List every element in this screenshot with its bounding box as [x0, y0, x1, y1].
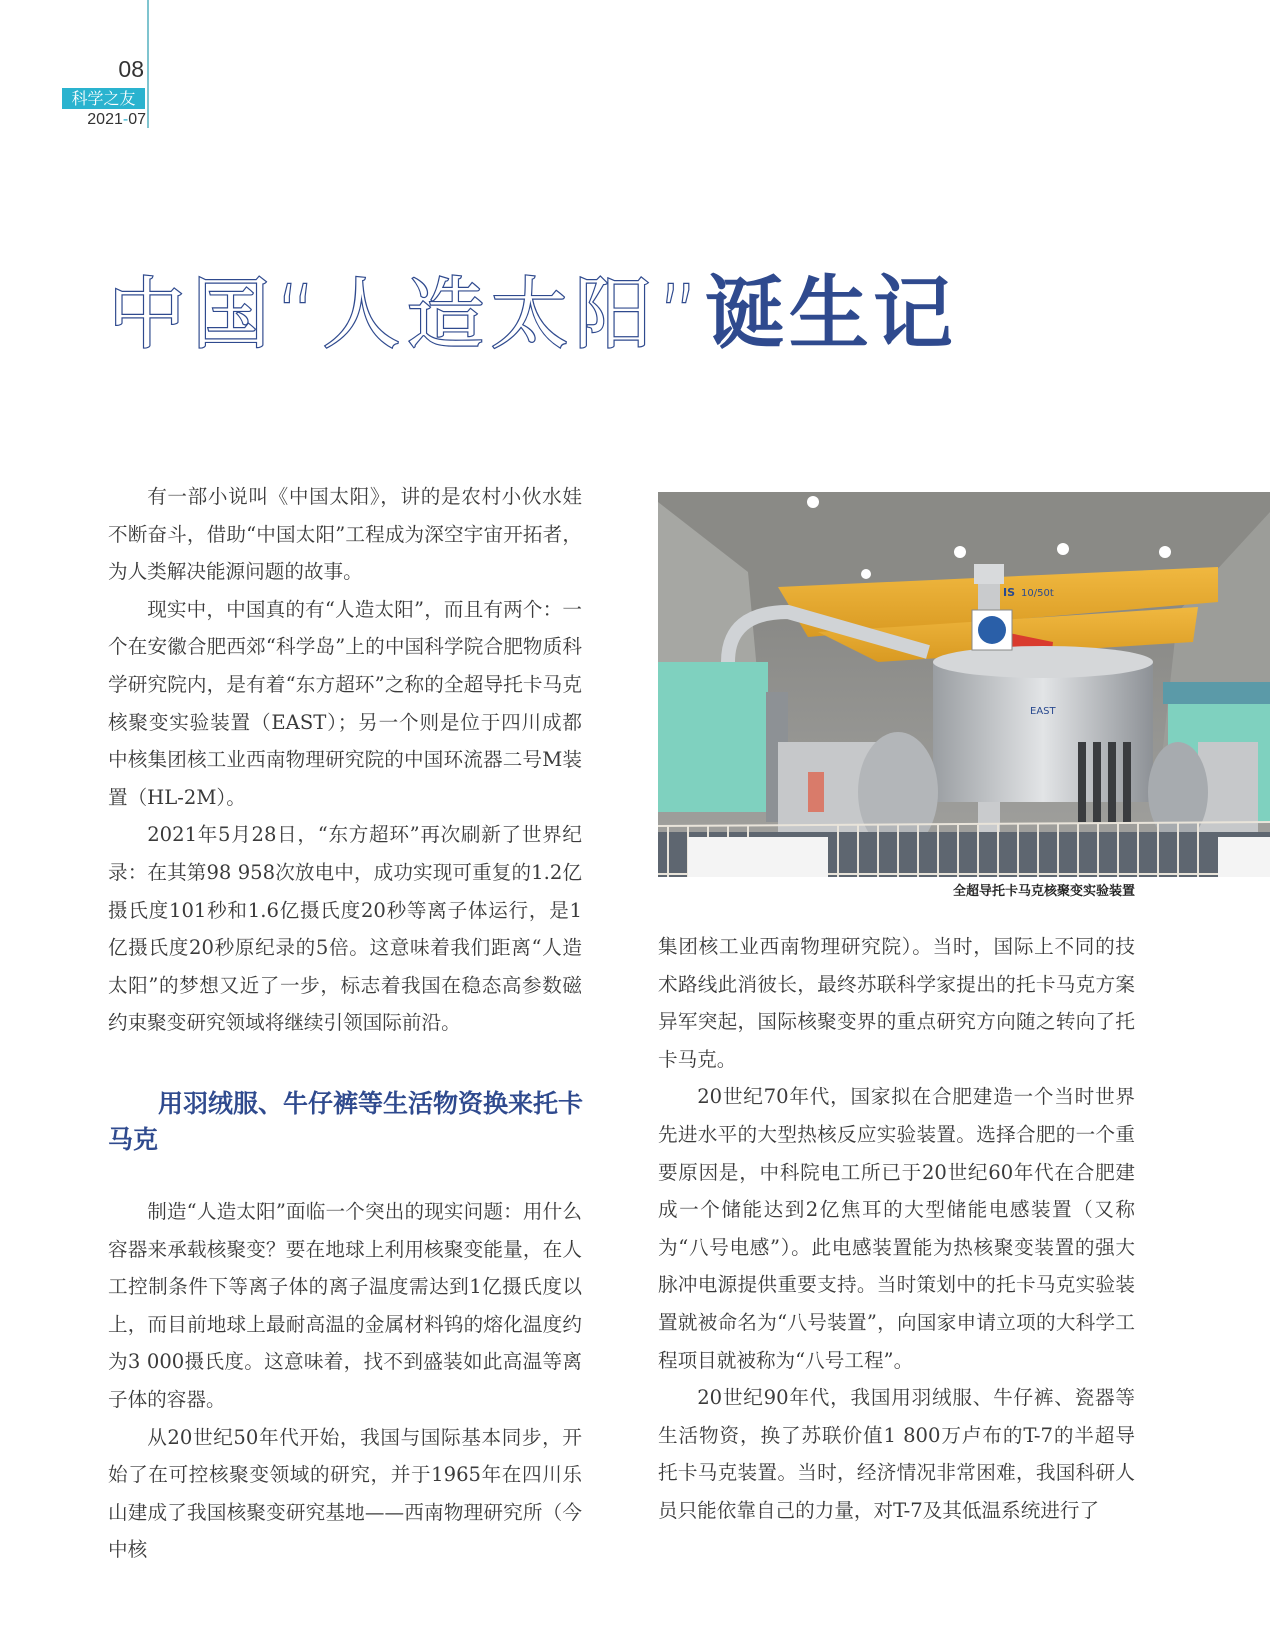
article-title [108, 266, 957, 384]
paragraph: 集团核工业西南物理研究院）。当时，国际上不同的技术路线此消彼长，最终苏联科学家提出的托卡马克方案异军突起，国际核聚变界的重点研究方向随之转向了托卡马克。 [658, 935, 1135, 1071]
issue-date [70, 110, 146, 130]
east-tokamak-photo [658, 492, 1270, 877]
article-title-light: 中国“人造太阳” [108, 270, 705, 360]
photo-caption: 全超导托卡马克核聚变实验装置 [952, 884, 1135, 899]
paragraph: 20世纪90年代，我国用羽绒服、牛仔裤、瓷器等生活物资，换了苏联价值1 800万卢布的T-7的半超导托卡马克装置。当时，经济情况非常困难，我国科研人员只能依靠自己的力量，对T-7及其低温系统进行了 [658, 1386, 1135, 1522]
section-heading: 用羽绒服、牛仔裤等生活物资换来托卡马克 [108, 1089, 584, 1154]
paragraph: 现实中，中国真的有“人造太阳”，而且有两个：一个在安徽合肥西郊“科学岛”上的中国科学院合肥物质科学研究院内，是有着“东方超环”之称的全超导托卡马克核聚变实验装置（EAST）；另一个则是位于四川成都中核集团核工业西南物理研究院的中国环流器二号M装置（HL-2M）。 [108, 597, 582, 809]
issue-month: 07 [128, 111, 146, 128]
crane-capacity-text: 10/50t [1021, 588, 1054, 599]
page-number: 08 [118, 56, 144, 82]
paragraph: 从20世纪50年代开始，我国与国际基本同步，开始了在可控核聚变领域的研究，并于1965年在四川乐山建成了我国核聚变研究基地——西南物理研究所（今中核 [108, 1425, 582, 1562]
left-column-intro [108, 478, 582, 1042]
issue-separator: - [122, 111, 129, 128]
left-column-section [108, 1193, 582, 1569]
crane-brand-text: IS [1003, 586, 1016, 599]
issue-year: 2021 [87, 111, 123, 128]
paragraph: 制造“人造太阳”面临一个突出的现实问题：用什么容器来承载核聚变？要在地球上利用核聚变能量，在人工控制条件下等离子体的离子温度需达到1亿摄氏度以上，而目前地球上最耐高温的金属材料钨的熔化温度约为3 000摄氏度。这意味着，找不到盛装如此高温等离子体的容器。 [108, 1200, 582, 1411]
tokamak-illustration [658, 492, 1270, 877]
paragraph: 2021年5月28日，“东方超环”再次刷新了世界纪录：在其第98 958次放电中，成功实现可重复的1.2亿摄氏度101秒和1.6亿摄氏度20秒等离子体运行，是1亿摄氏度20秒原纪录的5倍。这意味着我们距离“人造太阳”的梦想又近了一步，标志着我国在稳态高参数磁约束聚变研究领域将继续引领国际前沿。 [108, 823, 582, 1035]
article-title-bold: 诞生记 [704, 267, 957, 360]
paragraph: 20世纪70年代，国家拟在合肥建造一个当时世界先进水平的大型热核反应实验装置。选择合肥的一个重要原因是，中科院电工所已于20世纪60年代在合肥建成一个储能达到2亿焦耳的大型储能电感装置（又称为“八号电感”）。此电感装置能为热核聚变装置的强大脉冲电源提供重要支持。当时策划中的托卡马克实验装置就被命名为“八号装置”，向国家申请立项的大科学工程项目就被称为“八号工程”。 [658, 1085, 1135, 1372]
paragraph: 有一部小说叫《中国太阳》，讲的是农村小伙水娃不断奋斗，借助“中国太阳”工程成为深空宇宙开拓者，为人类解决能源问题的故事。 [108, 485, 582, 584]
svg-text:EAST: EAST [1030, 706, 1056, 717]
right-column [658, 928, 1135, 1530]
magazine-name-badge: 科学之友 [62, 88, 145, 109]
header-divider-line [147, 0, 149, 128]
cas-logo-icon [978, 616, 1006, 644]
